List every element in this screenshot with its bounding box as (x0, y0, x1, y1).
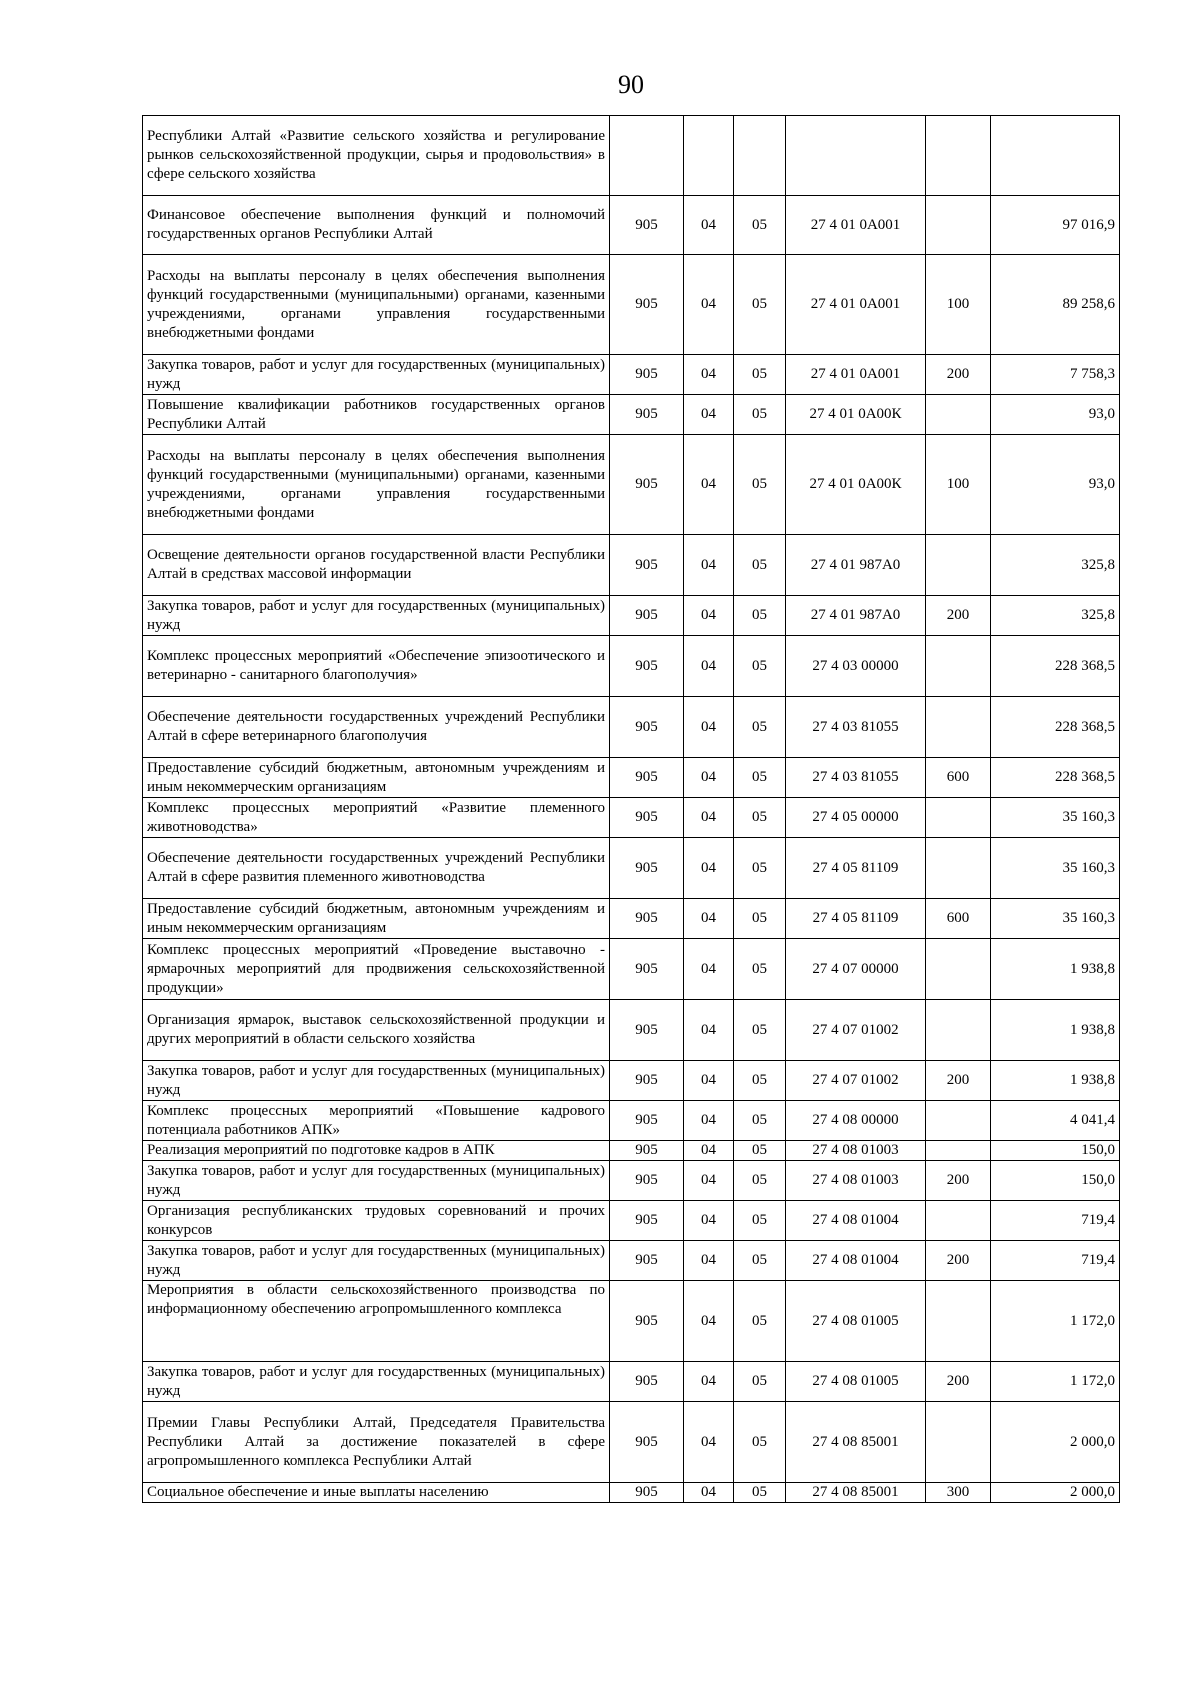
row-name-cell: Закупка товаров, работ и услуг для государственных (муниципальных) нужд (143, 355, 610, 395)
row-amount-cell: 325,8 (991, 535, 1120, 596)
row-section-cell: 04 (684, 939, 734, 1000)
row-admin-code-cell: 905 (610, 1161, 684, 1201)
row-name-cell: Предоставление субсидий бюджетным, автономным учреждениям и иным некоммерческим организациям (143, 899, 610, 939)
row-admin-code-cell: 905 (610, 435, 684, 535)
row-admin-code-cell: 905 (610, 255, 684, 355)
row-section-cell: 04 (684, 1281, 734, 1362)
row-amount-cell: 150,0 (991, 1161, 1120, 1201)
row-section-cell: 04 (684, 355, 734, 395)
row-target-code-cell: 27 4 01 987А0 (786, 596, 926, 636)
row-name-cell: Обеспечение деятельности государственных учреждений Республики Алтай в сфере ветеринарного благополучия (143, 697, 610, 758)
row-name-cell: Комплекс процессных мероприятий «Развитие племенного животноводства» (143, 798, 610, 838)
row-target-code-cell: 27 4 01 0А001 (786, 355, 926, 395)
row-admin-code-cell: 905 (610, 899, 684, 939)
row-expense-type-cell: 200 (926, 596, 991, 636)
row-target-code-cell: 27 4 03 81055 (786, 697, 926, 758)
row-amount-cell: 89 258,6 (991, 255, 1120, 355)
row-expense-type-cell (926, 1281, 991, 1362)
row-target-code-cell: 27 4 03 00000 (786, 636, 926, 697)
row-subsection-cell: 05 (734, 1161, 786, 1201)
row-name-cell: Финансовое обеспечение выполнения функций и полномочий государственных органов Республики Алтай (143, 196, 610, 255)
row-name-cell: Республики Алтай «Развитие сельского хозяйства и регулирование рынков сельскохозяйственной продукции, сырья и продовольствия» в сфере сельского хозяйства (143, 116, 610, 196)
row-amount-cell: 35 160,3 (991, 838, 1120, 899)
row-section-cell: 04 (684, 838, 734, 899)
row-target-code-cell: 27 4 08 01003 (786, 1141, 926, 1161)
row-expense-type-cell: 300 (926, 1483, 991, 1503)
row-target-code-cell: 27 4 03 81055 (786, 758, 926, 798)
table-row (143, 798, 1120, 838)
table-row (143, 1281, 1120, 1362)
row-target-code-cell: 27 4 08 85001 (786, 1402, 926, 1483)
table-row (143, 355, 1120, 395)
row-subsection-cell: 05 (734, 1061, 786, 1101)
row-amount-cell: 1 172,0 (991, 1281, 1120, 1362)
row-expense-type-cell: 200 (926, 355, 991, 395)
row-target-code-cell: 27 4 07 01002 (786, 1000, 926, 1061)
row-section-cell (684, 116, 734, 196)
table-row (143, 1201, 1120, 1241)
row-admin-code-cell: 905 (610, 939, 684, 1000)
row-expense-type-cell (926, 395, 991, 435)
row-admin-code-cell: 905 (610, 1483, 684, 1503)
row-subsection-cell: 05 (734, 758, 786, 798)
row-admin-code-cell: 905 (610, 1241, 684, 1281)
row-target-code-cell: 27 4 07 01002 (786, 1061, 926, 1101)
row-amount-cell: 2 000,0 (991, 1402, 1120, 1483)
row-subsection-cell: 05 (734, 636, 786, 697)
row-admin-code-cell: 905 (610, 196, 684, 255)
row-expense-type-cell (926, 1000, 991, 1061)
row-section-cell: 04 (684, 758, 734, 798)
row-target-code-cell: 27 4 01 0А00К (786, 435, 926, 535)
table-row (143, 697, 1120, 758)
table-row (143, 939, 1120, 1000)
row-target-code-cell: 27 4 07 00000 (786, 939, 926, 1000)
row-admin-code-cell: 905 (610, 395, 684, 435)
row-subsection-cell (734, 116, 786, 196)
row-name-cell: Расходы на выплаты персоналу в целях обеспечения выполнения функций государственными (муниципальными) органами, казенными учреждениями, органами управления государственными внебюджетными фондами (143, 435, 610, 535)
row-expense-type-cell: 100 (926, 255, 991, 355)
row-subsection-cell: 05 (734, 1241, 786, 1281)
table-row (143, 395, 1120, 435)
row-target-code-cell: 27 4 05 81109 (786, 899, 926, 939)
row-name-cell: Закупка товаров, работ и услуг для государственных (муниципальных) нужд (143, 1061, 610, 1101)
row-subsection-cell: 05 (734, 1101, 786, 1141)
row-section-cell: 04 (684, 1402, 734, 1483)
row-name-cell: Закупка товаров, работ и услуг для государственных (муниципальных) нужд (143, 596, 610, 636)
row-admin-code-cell: 905 (610, 1141, 684, 1161)
row-target-code-cell: 27 4 08 01004 (786, 1241, 926, 1281)
row-subsection-cell: 05 (734, 1281, 786, 1362)
row-expense-type-cell (926, 838, 991, 899)
table-row (143, 1161, 1120, 1201)
table-row (143, 435, 1120, 535)
row-target-code-cell: 27 4 08 01004 (786, 1201, 926, 1241)
row-subsection-cell: 05 (734, 939, 786, 1000)
row-subsection-cell: 05 (734, 838, 786, 899)
row-name-cell: Предоставление субсидий бюджетным, автономным учреждениям и иным некоммерческим организациям (143, 758, 610, 798)
row-name-cell: Комплекс процессных мероприятий «Обеспечение эпизоотического и ветеринарно - санитарного благополучия» (143, 636, 610, 697)
row-subsection-cell: 05 (734, 1402, 786, 1483)
row-expense-type-cell (926, 1141, 991, 1161)
row-section-cell: 04 (684, 697, 734, 758)
row-admin-code-cell: 905 (610, 636, 684, 697)
row-admin-code-cell: 905 (610, 1402, 684, 1483)
row-amount-cell: 7 758,3 (991, 355, 1120, 395)
row-amount-cell: 93,0 (991, 435, 1120, 535)
row-target-code-cell: 27 4 05 00000 (786, 798, 926, 838)
row-subsection-cell: 05 (734, 1000, 786, 1061)
row-name-cell: Закупка товаров, работ и услуг для государственных (муниципальных) нужд (143, 1161, 610, 1201)
row-expense-type-cell (926, 535, 991, 596)
row-section-cell: 04 (684, 798, 734, 838)
row-amount-cell: 97 016,9 (991, 196, 1120, 255)
row-name-cell: Организация ярмарок, выставок сельскохозяйственной продукции и других мероприятий в области сельского хозяйства (143, 1000, 610, 1061)
table-row (143, 1061, 1120, 1101)
row-subsection-cell: 05 (734, 196, 786, 255)
row-expense-type-cell (926, 636, 991, 697)
row-amount-cell: 719,4 (991, 1201, 1120, 1241)
row-expense-type-cell: 600 (926, 758, 991, 798)
table-row (143, 255, 1120, 355)
row-expense-type-cell: 100 (926, 435, 991, 535)
table-row (143, 636, 1120, 697)
row-name-cell: Комплекс процессных мероприятий «Повышение кадрового потенциала работников АПК» (143, 1101, 610, 1141)
row-name-cell: Мероприятия в области сельскохозяйственного производства по информационному обеспечению агропромышленного комплекса (143, 1281, 610, 1362)
row-amount-cell: 4 041,4 (991, 1101, 1120, 1141)
table-row (143, 758, 1120, 798)
row-section-cell: 04 (684, 196, 734, 255)
row-subsection-cell: 05 (734, 255, 786, 355)
row-name-cell: Премии Главы Республики Алтай, Председателя Правительства Республики Алтай за достижение показателей в сфере агропромышленного комплекса Республики Алтай (143, 1402, 610, 1483)
row-subsection-cell: 05 (734, 697, 786, 758)
table-row (143, 1101, 1120, 1141)
row-expense-type-cell (926, 116, 991, 196)
row-name-cell: Закупка товаров, работ и услуг для государственных (муниципальных) нужд (143, 1362, 610, 1402)
row-target-code-cell (786, 116, 926, 196)
row-name-cell: Расходы на выплаты персоналу в целях обеспечения выполнения функций государственными (муниципальными) органами, казенными учреждениями, органами управления государственными внебюджетными фондами (143, 255, 610, 355)
table-row (143, 1402, 1120, 1483)
row-name-cell: Социальное обеспечение и иные выплаты населению (143, 1483, 610, 1503)
row-target-code-cell: 27 4 08 01005 (786, 1281, 926, 1362)
row-subsection-cell: 05 (734, 899, 786, 939)
row-subsection-cell: 05 (734, 1141, 786, 1161)
row-section-cell: 04 (684, 1101, 734, 1141)
row-section-cell: 04 (684, 1141, 734, 1161)
row-subsection-cell: 05 (734, 435, 786, 535)
row-section-cell: 04 (684, 255, 734, 355)
row-expense-type-cell (926, 1402, 991, 1483)
row-admin-code-cell: 905 (610, 596, 684, 636)
row-target-code-cell: 27 4 08 85001 (786, 1483, 926, 1503)
row-admin-code-cell: 905 (610, 1101, 684, 1141)
row-amount-cell: 35 160,3 (991, 899, 1120, 939)
row-expense-type-cell (926, 697, 991, 758)
row-amount-cell (991, 116, 1120, 196)
page-number: 90 (618, 70, 644, 99)
row-amount-cell: 228 368,5 (991, 697, 1120, 758)
row-section-cell: 04 (684, 395, 734, 435)
row-subsection-cell: 05 (734, 395, 786, 435)
row-expense-type-cell (926, 1201, 991, 1241)
row-target-code-cell: 27 4 08 00000 (786, 1101, 926, 1141)
row-section-cell: 04 (684, 1241, 734, 1281)
row-section-cell: 04 (684, 1483, 734, 1503)
row-section-cell: 04 (684, 1000, 734, 1061)
row-section-cell: 04 (684, 596, 734, 636)
row-section-cell: 04 (684, 1061, 734, 1101)
table-row (143, 1241, 1120, 1281)
row-section-cell: 04 (684, 636, 734, 697)
row-subsection-cell: 05 (734, 1483, 786, 1503)
row-subsection-cell: 05 (734, 1362, 786, 1402)
row-admin-code-cell: 905 (610, 838, 684, 899)
table-row (143, 899, 1120, 939)
row-target-code-cell: 27 4 01 0А001 (786, 255, 926, 355)
row-expense-type-cell: 200 (926, 1241, 991, 1281)
row-section-cell: 04 (684, 535, 734, 596)
table-row (143, 1141, 1120, 1161)
row-target-code-cell: 27 4 08 01003 (786, 1161, 926, 1201)
row-name-cell: Повышение квалификации работников государственных органов Республики Алтай (143, 395, 610, 435)
row-admin-code-cell: 905 (610, 355, 684, 395)
row-target-code-cell: 27 4 01 987А0 (786, 535, 926, 596)
budget-table (142, 115, 1120, 1503)
table-row (143, 1000, 1120, 1061)
row-amount-cell: 35 160,3 (991, 798, 1120, 838)
table-row (143, 535, 1120, 596)
row-admin-code-cell: 905 (610, 1362, 684, 1402)
row-admin-code-cell: 905 (610, 1061, 684, 1101)
row-admin-code-cell: 905 (610, 1201, 684, 1241)
table-row (143, 196, 1120, 255)
row-section-cell: 04 (684, 1201, 734, 1241)
row-name-cell: Организация республиканских трудовых соревнований и прочих конкурсов (143, 1201, 610, 1241)
row-amount-cell: 2 000,0 (991, 1483, 1120, 1503)
row-amount-cell: 1 172,0 (991, 1362, 1120, 1402)
row-expense-type-cell (926, 196, 991, 255)
row-amount-cell: 228 368,5 (991, 758, 1120, 798)
row-name-cell: Освещение деятельности органов государственной власти Республики Алтай в средствах массовой информации (143, 535, 610, 596)
row-expense-type-cell (926, 1101, 991, 1141)
row-expense-type-cell (926, 939, 991, 1000)
row-admin-code-cell: 905 (610, 1281, 684, 1362)
row-amount-cell: 1 938,8 (991, 939, 1120, 1000)
row-amount-cell: 719,4 (991, 1241, 1120, 1281)
row-subsection-cell: 05 (734, 1201, 786, 1241)
row-admin-code-cell: 905 (610, 758, 684, 798)
row-expense-type-cell: 200 (926, 1362, 991, 1402)
row-admin-code-cell: 905 (610, 1000, 684, 1061)
row-amount-cell: 228 368,5 (991, 636, 1120, 697)
row-target-code-cell: 27 4 01 0А001 (786, 196, 926, 255)
row-name-cell: Обеспечение деятельности государственных учреждений Республики Алтай в сфере развития племенного животноводства (143, 838, 610, 899)
row-amount-cell: 1 938,8 (991, 1000, 1120, 1061)
table-row (143, 1362, 1120, 1402)
row-section-cell: 04 (684, 435, 734, 535)
table-row (143, 838, 1120, 899)
row-subsection-cell: 05 (734, 355, 786, 395)
row-name-cell: Комплекс процессных мероприятий «Проведение выставочно - ярмарочных мероприятий для продвижения сельскохозяйственной продукции» (143, 939, 610, 1000)
row-admin-code-cell: 905 (610, 535, 684, 596)
row-subsection-cell: 05 (734, 596, 786, 636)
row-amount-cell: 1 938,8 (991, 1061, 1120, 1101)
row-name-cell: Закупка товаров, работ и услуг для государственных (муниципальных) нужд (143, 1241, 610, 1281)
row-admin-code-cell: 905 (610, 697, 684, 758)
row-amount-cell: 150,0 (991, 1141, 1120, 1161)
row-amount-cell: 93,0 (991, 395, 1120, 435)
row-subsection-cell: 05 (734, 535, 786, 596)
row-expense-type-cell: 200 (926, 1061, 991, 1101)
row-target-code-cell: 27 4 05 81109 (786, 838, 926, 899)
table-row (143, 1483, 1120, 1503)
row-target-code-cell: 27 4 08 01005 (786, 1362, 926, 1402)
row-subsection-cell: 05 (734, 798, 786, 838)
row-admin-code-cell (610, 116, 684, 196)
table-row (143, 116, 1120, 196)
row-expense-type-cell (926, 798, 991, 838)
row-expense-type-cell: 600 (926, 899, 991, 939)
table-row (143, 596, 1120, 636)
row-section-cell: 04 (684, 899, 734, 939)
row-amount-cell: 325,8 (991, 596, 1120, 636)
row-name-cell: Реализация мероприятий по подготовке кадров в АПК (143, 1141, 610, 1161)
row-target-code-cell: 27 4 01 0А00К (786, 395, 926, 435)
row-admin-code-cell: 905 (610, 798, 684, 838)
row-section-cell: 04 (684, 1161, 734, 1201)
row-section-cell: 04 (684, 1362, 734, 1402)
row-expense-type-cell: 200 (926, 1161, 991, 1201)
